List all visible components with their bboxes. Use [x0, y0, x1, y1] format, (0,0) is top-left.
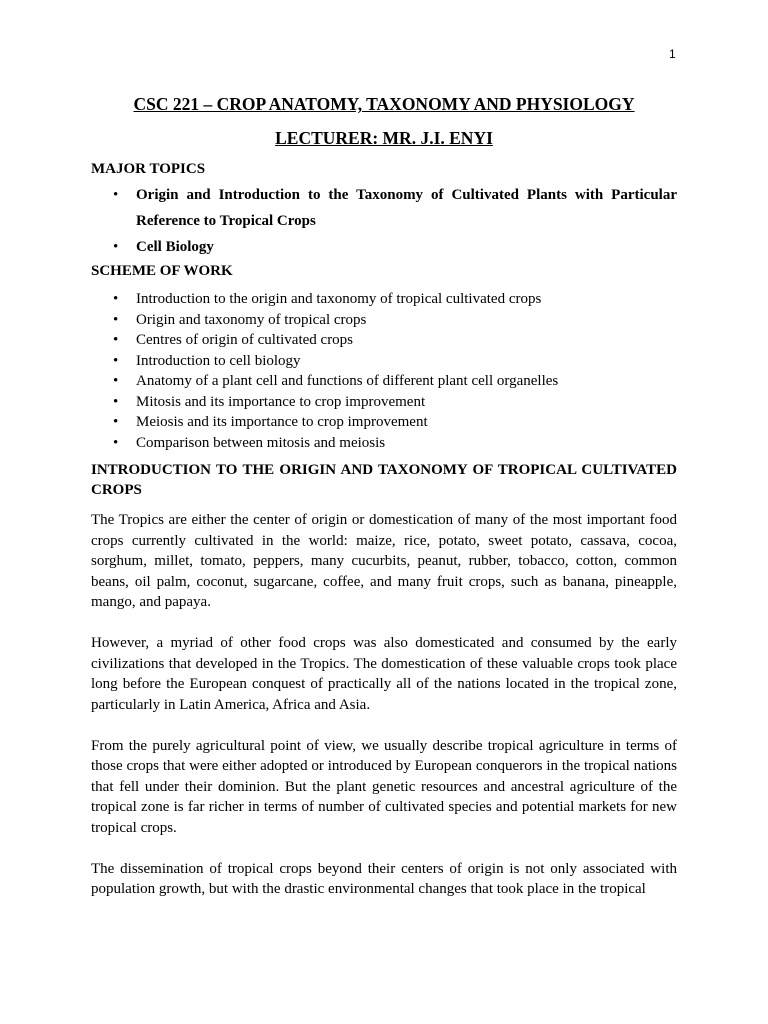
list-item	[91, 433, 677, 454]
major-topics-list	[91, 182, 677, 260]
introduction-heading: INTRODUCTION TO THE ORIGIN AND TAXONOMY OF TROPICAL CULTIVATED CROPS	[91, 462, 677, 498]
major-topics-heading: MAJOR TOPICS	[91, 161, 206, 177]
bullet-icon: •	[113, 311, 119, 328]
list-item	[91, 351, 677, 372]
body-paragraph: The Tropics are either the center of origin or domestication of many of the most important food crops currently cultivated in the world: maize, rice, potato, sweet potato, cassava, cocoa, sorghum, millet, tomato, peppers, many cucurbits, peanut, rubber, tobacco, cotton, common beans, oil palm, coconut, sugarcane, coffee, and many fruit crops, such as banana, pineapple, mango, and papaya.	[91, 512, 677, 610]
body-paragraph: However, a myriad of other food crops was also domesticated and consumed by the early civilizations that developed in the Tropics. The domestication of these valuable crops took place long before the European conquest of practically all of the nations located in the tropical zone, particularly in Latin America, Africa and Asia.	[91, 635, 677, 713]
bullet-icon: •	[113, 434, 119, 451]
scheme-item-text: Introduction to cell biology	[136, 352, 301, 369]
document-body	[91, 92, 677, 900]
list-item	[91, 310, 677, 331]
scheme-of-work-list	[91, 289, 677, 453]
list-item	[91, 289, 677, 310]
bullet-icon: •	[113, 414, 119, 430]
scheme-item-text: Introduction to the origin and taxonomy of tropical cultivated crops	[136, 291, 542, 307]
lecturer-line: LECTURER: MR. J.I. ENYI	[275, 128, 493, 148]
bullet-icon: •	[113, 373, 119, 389]
list-item	[91, 412, 677, 433]
body-paragraph: The dissemination of tropical crops beyond their centers of origin is not only associated with population growth, but with the drastic environmental changes that took place in the tropical	[91, 860, 677, 897]
bullet-icon: •	[113, 291, 119, 307]
body-paragraph: From the purely agricultural point of view, we usually describe tropical agriculture in terms of those crops that were either adopted or introduced by European conquerors in the tropical nations that fell under their dominion. But the plant genetic resources and ancestral agriculture of the tropical zone is far richer in terms of number of cultivated species and potential markets for new tropical crops.	[91, 737, 677, 836]
scheme-item-text: Mitosis and its importance to crop improvement	[136, 393, 426, 410]
scheme-of-work-heading: SCHEME OF WORK	[91, 263, 233, 279]
scheme-item-text: Comparison between mitosis and meiosis	[136, 434, 386, 451]
bullet-icon: •	[113, 239, 119, 255]
page-number: 1	[669, 47, 676, 61]
major-topic-text: Origin and Introduction to the Taxonomy of Cultivated Plants with Particular Reference to Tropical Crops	[136, 187, 677, 229]
list-item	[91, 330, 677, 351]
major-topic-text: Cell Biology	[136, 239, 214, 255]
scheme-item-text: Origin and taxonomy of tropical crops	[136, 311, 367, 328]
list-item	[91, 371, 677, 392]
list-item	[91, 392, 677, 413]
course-title: CSC 221 – CROP ANATOMY, TAXONOMY AND PHYSIOLOGY	[133, 94, 635, 114]
bullet-icon: •	[113, 187, 119, 203]
list-item	[91, 182, 677, 234]
scheme-item-text: Centres of origin of cultivated crops	[136, 332, 354, 348]
bullet-icon: •	[113, 332, 119, 348]
bullet-icon: •	[113, 393, 119, 410]
list-item	[91, 234, 677, 260]
bullet-icon: •	[113, 352, 119, 369]
scheme-item-text: Anatomy of a plant cell and functions of different plant cell organelles	[136, 373, 559, 389]
scheme-item-text: Meiosis and its importance to crop improvement	[136, 414, 428, 430]
